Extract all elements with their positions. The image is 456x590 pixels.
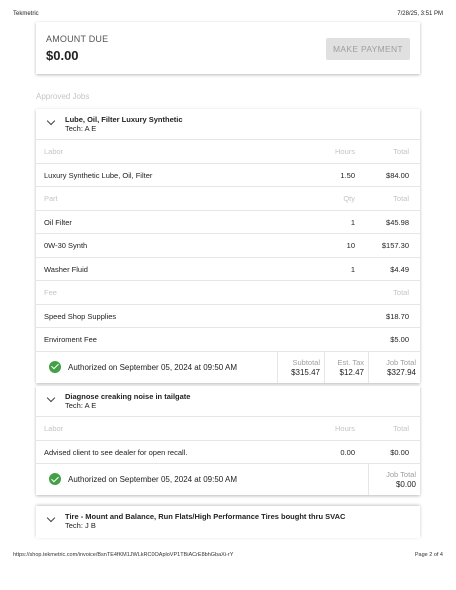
tax-label: Est. Tax bbox=[337, 357, 364, 367]
labor-col-label: Labor bbox=[44, 424, 64, 433]
labor-total: $84.00 bbox=[386, 170, 409, 180]
table-row bbox=[36, 211, 420, 235]
part-col-label: Part bbox=[44, 194, 58, 203]
labor-desc: Advised client to see dealer for open recall. bbox=[44, 447, 188, 457]
total-col-label: Total bbox=[393, 194, 409, 203]
fee-desc: Enviroment Fee bbox=[44, 335, 97, 344]
job-total-value: $327.94 bbox=[387, 367, 416, 377]
job-total-value: $0.00 bbox=[395, 480, 416, 489]
job-card-2 bbox=[36, 386, 420, 495]
part-qty: 1 bbox=[350, 217, 355, 227]
authorization-row bbox=[36, 464, 420, 495]
job-tech: Tech: A E bbox=[65, 401, 97, 410]
part-desc: 0W-30 Synth bbox=[44, 241, 88, 250]
fee-desc: Speed Shop Supplies bbox=[44, 311, 117, 321]
make-payment-button[interactable]: MAKE PAYMENT bbox=[326, 38, 410, 60]
part-header-row bbox=[36, 187, 420, 211]
job-name: Diagnose creaking noise in tailgate bbox=[65, 392, 191, 401]
chevron-down-icon[interactable] bbox=[47, 394, 55, 402]
job-total-cell bbox=[368, 352, 421, 383]
part-desc: Washer Fluid bbox=[44, 264, 88, 274]
job-total-label: Job Total bbox=[386, 357, 416, 367]
tax-cell bbox=[324, 352, 369, 383]
part-total: $157.30 bbox=[381, 241, 409, 250]
check-circle-icon bbox=[49, 473, 61, 485]
page-number: Page 2 of 4 bbox=[414, 552, 443, 558]
fee-total: $5.00 bbox=[390, 335, 409, 344]
table-row bbox=[36, 234, 420, 258]
hours-col-label: Hours bbox=[334, 147, 355, 156]
table-row bbox=[36, 441, 420, 465]
table-row bbox=[36, 328, 420, 352]
job-header[interactable] bbox=[36, 506, 420, 536]
part-total: $4.49 bbox=[390, 264, 409, 274]
job-total-cell bbox=[368, 464, 421, 495]
job-card-3 bbox=[36, 506, 420, 538]
qty-col-label: Qty bbox=[343, 194, 355, 203]
hours-col-label: Hours bbox=[334, 424, 355, 433]
labor-hours: 0.00 bbox=[340, 447, 355, 457]
print-header-date: 7/28/25, 3:51 PM bbox=[397, 11, 443, 17]
labor-hours: 1.50 bbox=[340, 170, 355, 180]
job-tech: Tech: J B bbox=[65, 521, 96, 530]
fee-header-row bbox=[36, 281, 420, 305]
job-card-1 bbox=[36, 109, 420, 383]
part-total: $45.98 bbox=[386, 217, 409, 227]
subtotal-cell bbox=[277, 352, 325, 383]
subtotal-value: $315.47 bbox=[291, 367, 320, 377]
fee-total: $18.70 bbox=[386, 311, 409, 321]
chevron-down-icon[interactable] bbox=[47, 514, 55, 522]
labor-header-row bbox=[36, 417, 420, 441]
job-name: Tire - Mount and Balance, Run Flats/High Performance Tires bought thru SVAC bbox=[65, 512, 346, 521]
total-col-label: Total bbox=[393, 288, 409, 297]
approved-jobs-title: Approved Jobs bbox=[36, 92, 90, 101]
subtotal-label: Subtotal bbox=[292, 357, 320, 367]
amount-due-label: AMOUNT DUE bbox=[46, 34, 109, 44]
table-row bbox=[36, 258, 420, 282]
print-header bbox=[13, 11, 443, 17]
job-name: Lube, Oil, Filter Luxury Synthetic bbox=[65, 115, 183, 124]
part-qty: 1 bbox=[350, 264, 355, 274]
check-circle-icon bbox=[49, 361, 61, 373]
table-row bbox=[36, 164, 420, 188]
page-url: https://shop.tekmetric.com/invoice/BsnTE4fKM1JWLkRC0OAploVP1TBiACrE8bhGbaXi-rY bbox=[13, 552, 234, 558]
job-header[interactable] bbox=[36, 386, 420, 417]
labor-col-label: Labor bbox=[44, 147, 64, 156]
table-row bbox=[36, 305, 420, 329]
amount-due-value: $0.00 bbox=[46, 48, 79, 63]
labor-total: $0.00 bbox=[390, 447, 409, 457]
labor-header-row bbox=[36, 140, 420, 164]
part-desc: Oil Filter bbox=[44, 217, 72, 227]
labor-desc: Luxury Synthetic Lube, Oil, Filter bbox=[44, 170, 153, 180]
print-header-title: Tekmetric bbox=[13, 11, 39, 17]
total-col-label: Total bbox=[393, 424, 409, 433]
amount-due-card bbox=[36, 22, 420, 74]
job-total-label: Job Total bbox=[386, 470, 416, 479]
tax-value: $12.47 bbox=[339, 367, 364, 377]
part-qty: 10 bbox=[346, 241, 355, 250]
fee-col-label: Fee bbox=[44, 288, 57, 297]
job-header[interactable] bbox=[36, 109, 420, 140]
job-tech: Tech: A E bbox=[65, 124, 97, 133]
authorized-text: Authorized on September 05, 2024 at 09:50 AM bbox=[68, 475, 238, 484]
print-footer bbox=[13, 552, 443, 558]
authorization-row bbox=[36, 352, 420, 383]
total-col-label: Total bbox=[393, 147, 409, 156]
chevron-down-icon[interactable] bbox=[47, 117, 55, 125]
authorized-text: Authorized on September 05, 2024 at 09:50 AM bbox=[68, 362, 238, 372]
